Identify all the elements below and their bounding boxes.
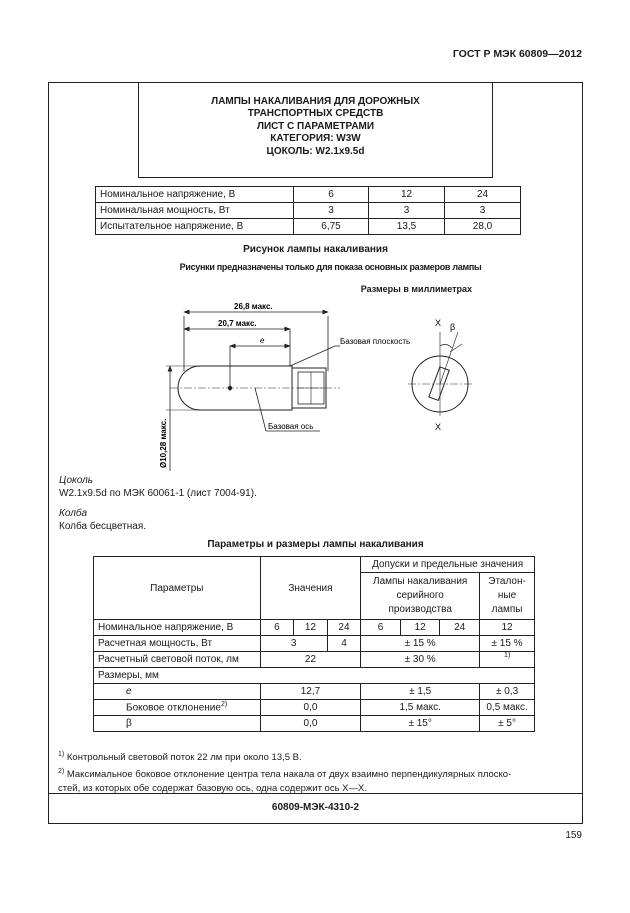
beta-line xyxy=(440,332,458,384)
table-row xyxy=(94,652,535,668)
rating-table xyxy=(95,186,521,235)
cell-value: 6 xyxy=(294,187,369,203)
cell-value: ± 30 % xyxy=(361,652,480,668)
header-reference: Эталон-ные лампы xyxy=(480,573,535,620)
page-number: 159 xyxy=(565,830,582,841)
params-table xyxy=(93,556,535,732)
cell-value: 4 xyxy=(327,636,361,652)
x-bottom-label: X xyxy=(435,422,442,432)
ref-plane-label: Базовая плоскость xyxy=(340,337,411,346)
cell-value: 13,5 xyxy=(369,219,445,235)
cell-value: 24 xyxy=(440,620,480,636)
row-label: Боковое отклонение$^{2)}$ xyxy=(94,700,261,716)
cell-value: 12 xyxy=(400,620,440,636)
footnote-1: $^{1)}$ Контрольный световой поток 22 лм при около 13,5 В. xyxy=(58,751,302,764)
cell-value: 1) xyxy=(480,652,535,668)
footnotes xyxy=(58,748,578,796)
cell-value: ± 15 % xyxy=(480,636,535,652)
row-label: Расчетная мощность, Вт xyxy=(94,636,261,652)
lamp-drawing xyxy=(140,296,490,476)
cell-value: 24 xyxy=(445,187,521,203)
cell-value: 0,0 xyxy=(260,700,361,716)
cell-value: ± 1,5 xyxy=(361,684,480,700)
footnote-2: $^{2)}$ Максимальное боковое отклонение центра тела накала от двух взаимно перпендикулярных плоско- xyxy=(58,768,512,781)
x-top-label: X xyxy=(435,318,442,328)
sheet-code: 60809-МЭК-4310-2 xyxy=(271,802,360,813)
bulb-title: Колба xyxy=(59,508,88,519)
header-production: Лампы накаливания серийного производства xyxy=(361,573,480,620)
overall-length-label: 26,8 макс. xyxy=(234,302,273,311)
filament-center xyxy=(228,386,232,390)
cell-value: 22 xyxy=(260,652,361,668)
cell-value: 12,7 xyxy=(260,684,361,700)
figure-note: Рисунки предназначены только для показа основных размеров лампы xyxy=(179,262,482,272)
e-label: e xyxy=(260,336,265,345)
footnote-2-cont: стей, из которых обе содержат базовую ось, одна содержит ось X—X. xyxy=(58,783,367,795)
table-row xyxy=(96,219,521,235)
row-label: β xyxy=(94,716,261,732)
cell-value: 12 xyxy=(369,187,445,203)
table-row xyxy=(96,187,521,203)
cell-value: 3 xyxy=(445,203,521,219)
cell-label: Номинальное напряжение, В xyxy=(96,187,294,203)
beta-label: β xyxy=(450,322,456,332)
cell-value: ± 15 % xyxy=(361,636,480,652)
cap-text: W2.1x9.5d по МЭК 60061-1 (лист 7004-91). xyxy=(59,488,257,499)
row-label: Размеры, мм xyxy=(94,668,535,684)
cell-value: 12 xyxy=(294,620,328,636)
params-caption: Параметры и размеры лампы накаливания xyxy=(207,539,424,550)
cell-value: 28,0 xyxy=(445,219,521,235)
title-line-4: КАТЕГОРИЯ: W3W xyxy=(270,133,361,145)
standard-number: ГОСТ Р МЭК 60809—2012 xyxy=(452,48,582,60)
diameter-label: Ø10,28 макс. xyxy=(159,418,168,468)
table-row xyxy=(94,668,535,684)
units-note: Размеры в миллиметрах xyxy=(360,284,472,294)
sheet-title xyxy=(138,96,493,158)
cell-value: ± 15° xyxy=(361,716,480,732)
bulb-text: Колба бесцветная. xyxy=(59,521,147,532)
table-row xyxy=(94,716,535,732)
cell-value: 12 xyxy=(480,620,535,636)
cell-value: 3 xyxy=(369,203,445,219)
cell-value: 6,75 xyxy=(294,219,369,235)
title-line-2: ТРАНСПОРТНЫХ СРЕДСТВ xyxy=(247,108,384,120)
table-row xyxy=(96,203,521,219)
plane-length-label: 20,7 макс. xyxy=(218,319,257,328)
table-row xyxy=(94,557,535,573)
title-line-1: ЛАМПЫ НАКАЛИВАНИЯ ДЛЯ ДОРОЖНЫХ xyxy=(211,96,420,107)
cell-value: 6 xyxy=(260,620,294,636)
table-row xyxy=(94,684,535,700)
cell-value: 0,5 макс. xyxy=(480,700,535,716)
cell-label: Испытательное напряжение, В xyxy=(96,219,294,235)
cap-title: Цоколь xyxy=(59,475,94,486)
table-row xyxy=(94,700,535,716)
header-params: Параметры xyxy=(94,557,261,620)
header-values: Значения xyxy=(260,557,361,620)
filament-side xyxy=(429,367,449,400)
table-row xyxy=(94,620,535,636)
figure-caption: Рисунок лампы накаливания xyxy=(243,244,388,255)
row-label: e xyxy=(94,684,261,700)
row-label: Номинальное напряжение, В xyxy=(94,620,261,636)
cell-value: 24 xyxy=(327,620,361,636)
table-row xyxy=(94,636,535,652)
cell-value: 1,5 макс. xyxy=(361,700,480,716)
title-line-3: ЛИСТ С ПАРАМЕТРАМИ xyxy=(256,120,375,132)
cell-value: ± 5° xyxy=(480,716,535,732)
cell-value: 0,0 xyxy=(260,716,361,732)
header-tolerances: Допуски и предельные значения xyxy=(361,557,535,573)
ref-axis-label: Базовая ось xyxy=(268,422,314,431)
title-line-5: ЦОКОЛЬ: W2.1x9.5d xyxy=(266,145,365,157)
divider xyxy=(48,793,583,794)
cell-value: ± 0,3 xyxy=(480,684,535,700)
cell-label: Номинальная мощность, Вт xyxy=(96,203,294,219)
cell-value: 3 xyxy=(294,203,369,219)
cell-value: 6 xyxy=(361,620,401,636)
row-label: Расчетный световой поток, лм xyxy=(94,652,261,668)
cell-value: 3 xyxy=(260,636,327,652)
